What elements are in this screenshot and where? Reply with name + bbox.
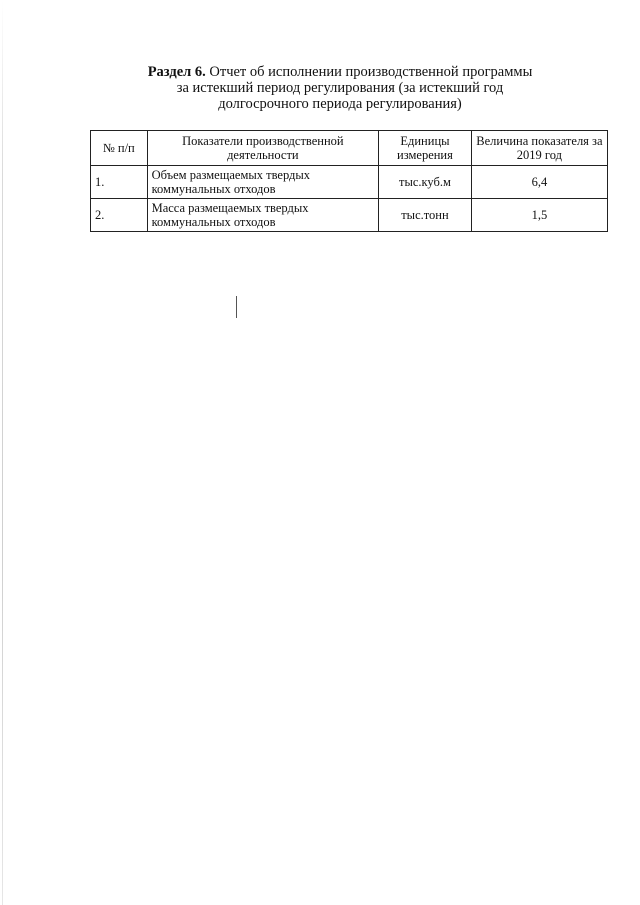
header-unit: Единицы измерения [379,131,472,166]
section-title: Отчет об исполнении производственной программы [205,64,533,80]
stray-pen-mark [236,296,237,318]
scan-edge-line [2,0,3,905]
header-indicator: Показатели производственной деятельности [147,131,379,166]
row-value: 6,4 [471,166,607,199]
heading-line-3: долгосрочного периода регулирования) [218,96,462,112]
section-heading [90,64,590,112]
row-unit: тыс.куб.м [379,166,472,199]
table-row [91,199,608,232]
header-number: № п/п [91,131,148,166]
production-program-table [90,130,608,232]
heading-line-1 [90,64,590,80]
header-value: Величина показателя за 2019 год [471,131,607,166]
section-number: Раздел 6. [147,64,206,80]
row-number: 2. [91,199,148,232]
table-row [91,166,608,199]
heading-line-2: за истекший период регулирования (за истекший год [176,80,504,96]
row-number: 1. [91,166,148,199]
row-value: 1,5 [471,199,607,232]
row-indicator: Объем размещаемых твердых коммунальных отходов [147,166,379,199]
row-indicator: Масса размещаемых твердых коммунальных отходов [147,199,379,232]
row-unit: тыс.тонн [379,199,472,232]
table-header-row [91,131,608,166]
